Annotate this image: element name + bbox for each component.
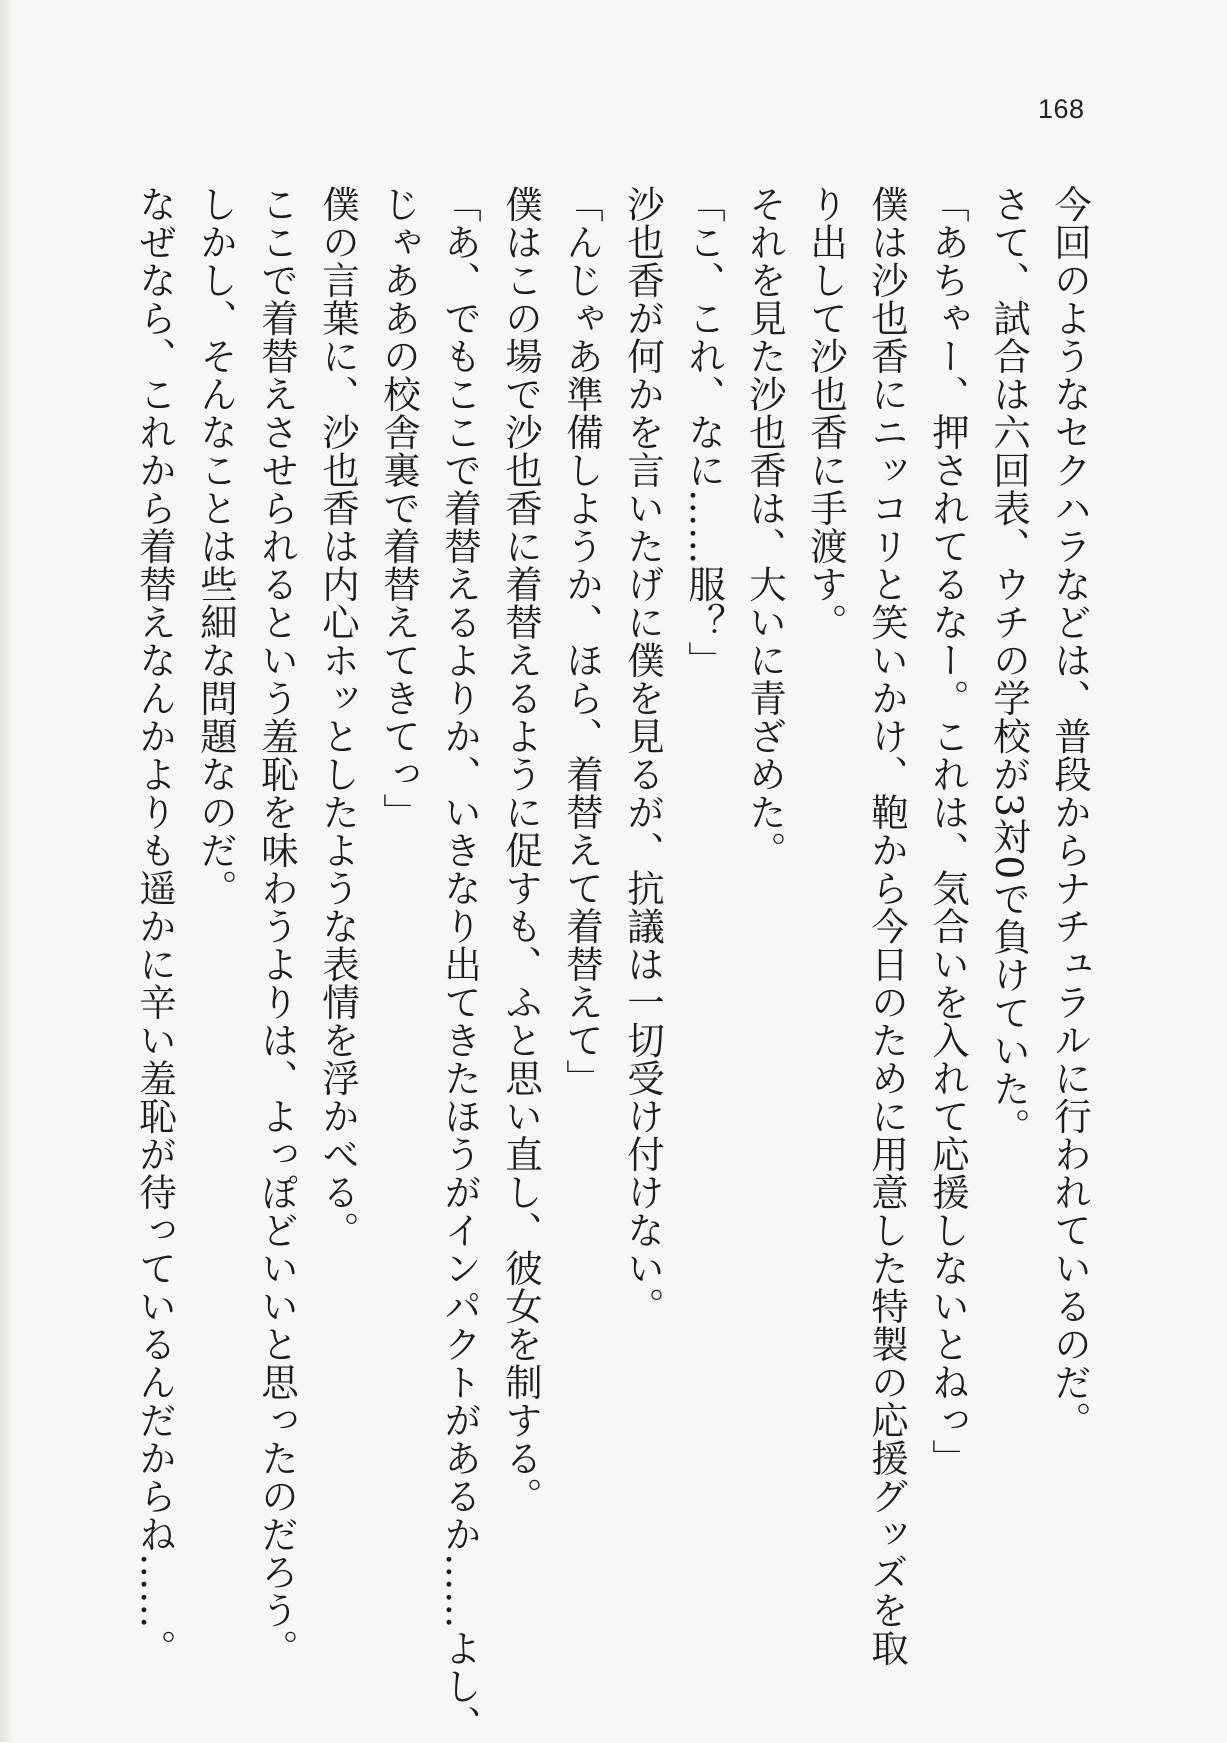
text-line: 沙也香が何かを言いたげに僕を見るが、抗議は一切受け付けない。	[621, 185, 665, 1325]
text-line: 「あ、でもここで着替えるよりか、いきなり出てきたほうがインパクトがあるか……よし、	[438, 185, 482, 1743]
text-line: それを見た沙也香は、大いに青ざめた。	[743, 185, 787, 869]
text-line: さて、試合は六回表、ウチの学校が3対0で負けていた。	[987, 185, 1031, 1146]
text-line: 僕の言葉に、沙也香は内心ホッとしたような表情を浮かべる。	[316, 185, 360, 1249]
text-line: り出して沙也香に手渡す。	[804, 185, 848, 641]
text-line: なぜなら、これから着替えなんかよりも遥かに辛い羞恥が待っているんだからね……。	[133, 185, 177, 1667]
text-line: 僕はこの場で沙也香に着替えるように促すも、ふと思い直し、彼女を制する。	[499, 185, 543, 1515]
text-line: ここで着替えさせられるという羞恥を味わうよりは、よっぽどいいと思ったのだろう。	[255, 185, 299, 1667]
text-line: 「んじゃあ準備しようか、ほら、着替えて着替えて」	[560, 185, 604, 1097]
text-line: 「あちゃー、押されてるなー。これは、気合いを入れて応援しないとねっ」	[926, 185, 970, 1477]
binding-edge	[0, 0, 14, 1742]
text-line: 僕は沙也香にニッコリと笑いかけ、鞄から今日のために用意した特製の応援グッズを取	[865, 185, 909, 1667]
text-line: 今回のようなセクハラなどは、普段からナチュラルに行われているのだ。	[1048, 185, 1092, 1439]
text-line: しかし、そんなことは些細な問題なのだ。	[194, 185, 238, 907]
text-line: じゃああの校舎裏で着替えてきてっ」	[377, 185, 421, 831]
text-line: 「こ、これ、なに……服？」	[682, 185, 726, 679]
page-number: 168	[1038, 94, 1085, 124]
vertical-text-block	[133, 185, 1100, 1743]
